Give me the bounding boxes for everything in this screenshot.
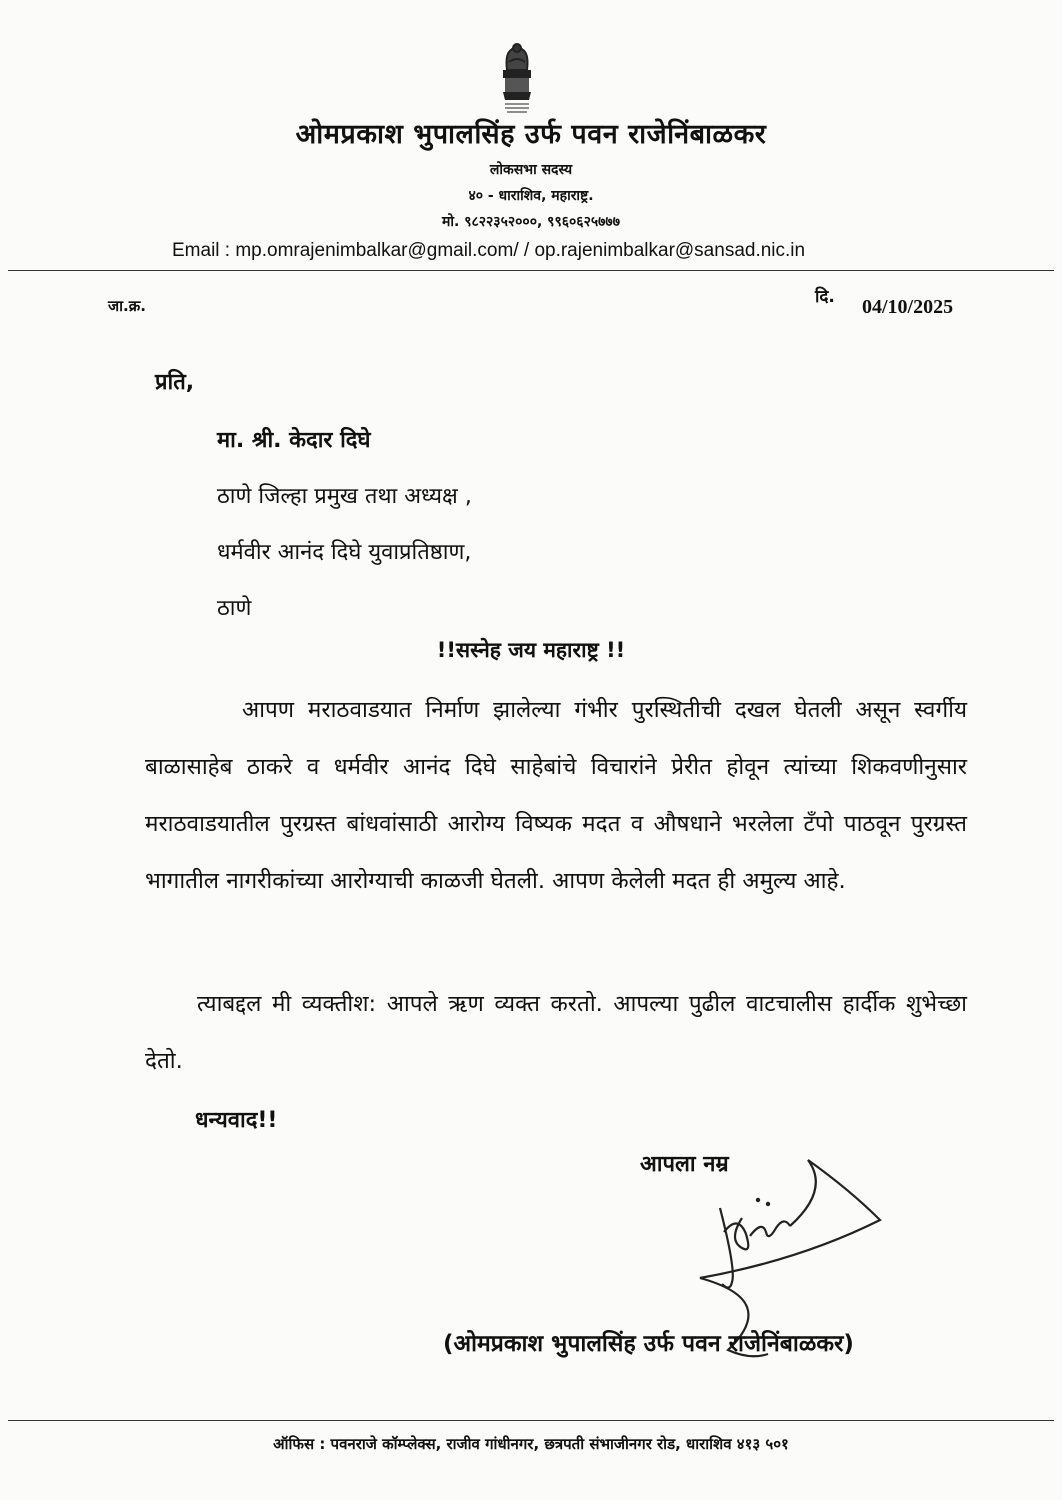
national-emblem-icon bbox=[493, 40, 541, 118]
recipient-address-line: धर्मवीर आनंद दिघे युवाप्रतिष्ठाण, bbox=[217, 540, 472, 565]
sender-mobile: मो. ९८२२३५२०००, ९९६०६२५७७७ bbox=[442, 214, 620, 230]
sender-email: Email : mp.omrajenimbalkar@gmail.com/ / op.rajenimbalkar@sansad.nic.in bbox=[172, 240, 806, 261]
reference-label: जा.क्र. bbox=[108, 297, 146, 315]
date-value: 04/10/2025 bbox=[862, 296, 954, 318]
greeting: !!सस्नेह जय महाराष्ट्र !! bbox=[436, 638, 626, 662]
signatory-name: (ओमप्रकाश भुपालसिंह उर्फ पवन राजेनिंबाळकर) bbox=[443, 1331, 854, 1357]
closing-line: आपला नम्र bbox=[640, 1152, 729, 1177]
sender-designation: लोकसभा सदस्य bbox=[489, 162, 573, 178]
sender-name: ओमप्रकाश भुपालसिंह उर्फ पवन राजेनिंबाळकर bbox=[295, 119, 767, 150]
header-divider bbox=[8, 270, 1054, 271]
thanks-line: धन्यवाद!! bbox=[195, 1108, 278, 1133]
recipient-address-line: ठाणे bbox=[217, 596, 252, 621]
recipient-name: मा. श्री. केदार दिघे bbox=[217, 428, 371, 453]
date-label: दि. bbox=[815, 287, 835, 307]
sender-constituency: ४० - धाराशिव, महाराष्ट्र. bbox=[468, 188, 594, 204]
salutation: प्रति, bbox=[155, 370, 195, 395]
footer-divider bbox=[8, 1420, 1054, 1421]
recipient-address-line: ठाणे जिल्हा प्रमुख तथा अध्यक्ष , bbox=[217, 484, 472, 509]
office-address: ऑफिस : पवनराजे कॉम्प्लेक्स, राजीव गांधीनगर, छत्रपती संभाजीनगर रोड, धाराशिव ४१३ ५०१ bbox=[273, 1435, 789, 1453]
body-paragraph-2: त्याबद्दल मी व्यक्तीश: आपले ऋण व्यक्त करतो. आपल्या पुढील वाटचालीस हार्दीक शुभेच्छा देतो. bbox=[145, 991, 967, 1074]
body-paragraph-1: आपण मराठवाडयात निर्माण झालेल्या गंभीर पुरस्थितीची दखल घेतली असून स्वर्गीय बाळासाहेब ठाकरे व धर्मवीर आनंद दिघे साहेबांचे विचारांने प्रेरीत होवून त्यांच्या शिकवणीनुसार मराठवाडयातील पुरग्रस्त बांधवांसाठी आरोग्य विष्यक मदत व औषधाने भरलेला टॅंपो पाठवून पुरग्रस्त भागातील नागरीकांच्या आरोग्याची काळजी घेतली. आपण केलेली मदत ही अमुल्य आहे. bbox=[145, 697, 967, 894]
